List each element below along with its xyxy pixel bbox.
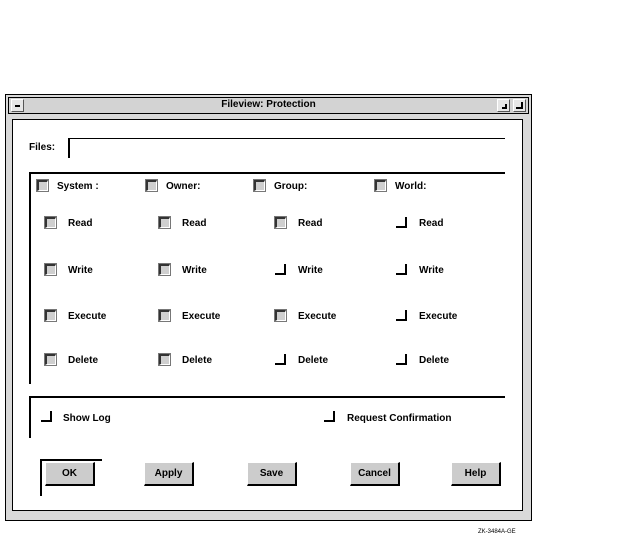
group-delete-label: Delete — [298, 355, 329, 366]
world-execute-label: Execute — [419, 311, 458, 322]
owner-read-label: Read — [182, 218, 207, 229]
help-button[interactable]: Help — [451, 462, 501, 486]
world-delete-checkbox[interactable] — [396, 354, 407, 365]
ok-button[interactable]: OK — [45, 462, 95, 486]
world-execute-checkbox[interactable] — [396, 310, 407, 321]
world-delete-label: Delete — [419, 355, 450, 366]
world-checkbox[interactable] — [375, 180, 386, 191]
system-read-checkbox[interactable] — [45, 217, 56, 228]
maximize-button[interactable] — [513, 99, 526, 112]
system-execute-label: Execute — [68, 311, 107, 322]
owner-read-checkbox[interactable] — [159, 217, 170, 228]
minimize-icon — [502, 104, 507, 109]
system-delete-checkbox[interactable] — [45, 354, 56, 365]
system-write-label: Write — [68, 265, 93, 276]
minimize-button[interactable] — [497, 99, 510, 112]
world-read-checkbox[interactable] — [396, 217, 407, 228]
owner-write-checkbox[interactable] — [159, 264, 170, 275]
show-log-checkbox[interactable] — [41, 411, 52, 422]
group-checkbox[interactable] — [254, 180, 265, 191]
owner-delete-checkbox[interactable] — [159, 354, 170, 365]
world-write-checkbox[interactable] — [396, 264, 407, 275]
owner-delete-label: Delete — [182, 355, 213, 366]
files-label: Files: — [29, 142, 56, 153]
system-checkbox[interactable] — [37, 180, 48, 191]
system-write-checkbox[interactable] — [45, 264, 56, 275]
figure-id: ZK-3484A-GE — [478, 529, 516, 535]
group-write-label: Write — [298, 265, 323, 276]
request-confirmation-label: Request Confirmation — [347, 413, 452, 424]
show-log-label: Show Log — [63, 413, 111, 424]
files-input[interactable] — [68, 138, 505, 158]
system-label: System : — [57, 181, 99, 192]
group-read-checkbox[interactable] — [275, 217, 286, 228]
system-read-label: Read — [68, 218, 93, 229]
group-execute-checkbox[interactable] — [275, 310, 286, 321]
protection-window — [5, 94, 532, 521]
group-write-checkbox[interactable] — [275, 264, 286, 275]
owner-label: Owner: — [166, 181, 201, 192]
owner-write-label: Write — [182, 265, 207, 276]
owner-checkbox[interactable] — [146, 180, 157, 191]
system-execute-checkbox[interactable] — [45, 310, 56, 321]
cancel-button[interactable]: Cancel — [350, 462, 400, 486]
request-confirmation-checkbox[interactable] — [324, 411, 335, 422]
group-read-label: Read — [298, 218, 323, 229]
system-delete-label: Delete — [68, 355, 99, 366]
save-button[interactable]: Save — [247, 462, 297, 486]
dialog-body — [12, 119, 523, 511]
group-label: Group: — [274, 181, 308, 192]
title-bar[interactable] — [8, 97, 529, 114]
owner-execute-label: Execute — [182, 311, 221, 322]
maximize-icon — [516, 102, 523, 109]
group-delete-checkbox[interactable] — [275, 354, 286, 365]
apply-button[interactable]: Apply — [144, 462, 194, 486]
protection-group — [29, 172, 505, 384]
world-read-label: Read — [419, 218, 444, 229]
world-label: World: — [395, 181, 427, 192]
world-write-label: Write — [419, 265, 444, 276]
group-execute-label: Execute — [298, 311, 337, 322]
window-title: Fileview: Protection — [221, 99, 316, 110]
owner-execute-checkbox[interactable] — [159, 310, 170, 321]
